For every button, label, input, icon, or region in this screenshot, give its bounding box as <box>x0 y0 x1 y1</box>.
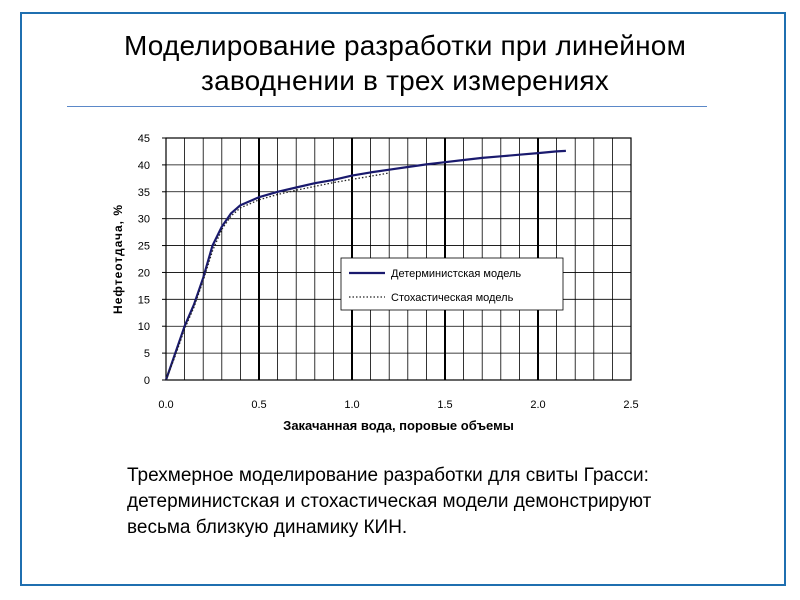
y-tick-label: 10 <box>137 321 150 334</box>
x-tick-label: 0.5 <box>251 399 267 411</box>
caption <box>127 463 677 541</box>
y-tick-label: 5 <box>143 348 150 361</box>
y-tick-label: 25 <box>137 240 150 253</box>
x-tick-label: 1.5 <box>437 399 453 411</box>
title-line-2: заводнении в трех измерениях <box>201 65 609 96</box>
slide-title <box>60 28 750 98</box>
x-tick-label: 2.5 <box>623 399 639 411</box>
y-tick-label: 15 <box>137 294 150 307</box>
y-tick-label: 0 <box>143 375 150 387</box>
y-tick-label: 45 <box>137 133 150 145</box>
y-tick-label: 30 <box>137 213 150 226</box>
recovery-chart <box>100 128 660 443</box>
caption-line-2: детерминистская и стохастическая модели демонстрируют <box>127 491 652 512</box>
x-tick-label: 1.0 <box>344 399 360 411</box>
x-tick-label: 0.0 <box>158 399 174 411</box>
legend-label: Детерминистская модель <box>391 268 522 280</box>
y-tick-label: 40 <box>137 159 150 172</box>
title-underline <box>67 106 707 107</box>
x-axis-label: Закачанная вода, поровые объемы <box>283 418 514 433</box>
caption-line-1: Трехмерное моделирование разработки для свиты Грасси: <box>127 465 649 486</box>
title-line-1: Моделирование разработки при линейном <box>123 30 687 61</box>
legend-label: Стохастическая модель <box>391 292 514 304</box>
y-axis-label: Нефтеотдача, % <box>111 204 125 314</box>
x-tick-label: 2.0 <box>530 399 546 411</box>
caption-line-3: весьма близкую динамику КИН. <box>127 517 408 538</box>
y-tick-label: 35 <box>137 186 150 199</box>
y-tick-label: 20 <box>137 267 150 280</box>
